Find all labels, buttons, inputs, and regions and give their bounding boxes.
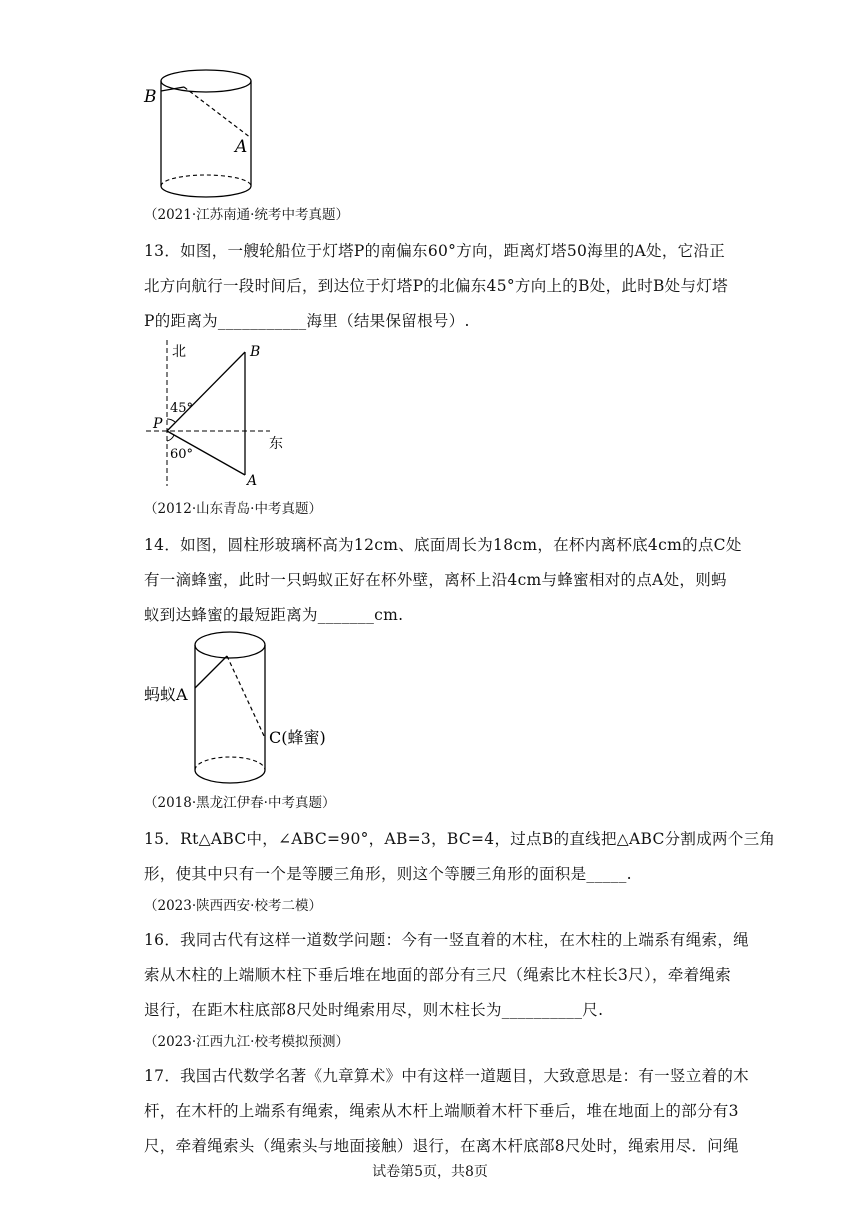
point-a-label: A xyxy=(235,137,248,157)
point-b-label: B xyxy=(144,87,157,107)
q14-source: （2018·黑龙江伊春·中考真题） xyxy=(144,795,336,811)
bearing-figure xyxy=(140,338,300,488)
ant-a-label: 蚂蚁A xyxy=(144,685,188,704)
q16-line-3: 退行，在距木柱底部8尺处时绳索用尽，则木柱长为__________尺. xyxy=(144,1001,604,1019)
angle-60-label: 60° xyxy=(170,447,194,462)
q13-line-2: 北方向航行一段时间后，到达位于灯塔P的北偏东45°方向上的B处，此时B处与灯塔 xyxy=(144,277,728,295)
angle-45-label: 45° xyxy=(170,401,194,416)
q12-source: （2021·江苏南通·统考中考真题） xyxy=(144,207,349,223)
q13-line-1: 13．如图，一艘轮船位于灯塔P的南偏东60°方向，距离灯塔50海里的A处，它沿正 xyxy=(144,242,726,260)
cylinder-figure-1 xyxy=(138,62,268,202)
q13-line-3: P的距离为___________海里（结果保留根号）. xyxy=(144,312,470,330)
point-p-label: P xyxy=(153,416,163,432)
q15-line-2: 形，使其中只有一个是等腰三角形，则这个等腰三角形的面积是_____. xyxy=(144,865,632,883)
q15-line-1: 15．Rt△ABC中，∠ABC=90°，AB=3，BC=4，过点B的直线把△ABC分割成两个三角 xyxy=(144,830,776,848)
point-a-label: A xyxy=(247,473,258,488)
q16-source: （2023·江西九江·校考模拟预测） xyxy=(144,1034,349,1050)
q17-line-2: 杆，在木杆的上端系有绳索，绳索从木杆上端顺着木杆下垂后，堆在地面上的部分有3 xyxy=(144,1102,739,1120)
q16-line-1: 16．我同古代有这样一道数学问题：今有一竖直着的木柱，在木柱的上端系有绳索，绳 xyxy=(144,931,749,949)
q14-line-2: 有一滴蜂蜜，此时一只蚂蚁正好在杯外壁，离杯上沿4cm与蜂蜜相对的点A处，则蚂 xyxy=(144,571,727,589)
page-footer: 试卷第5页，共8页 xyxy=(372,1164,488,1180)
q14-line-1: 14．如图，圆柱形玻璃杯高为12cm、底面周长为18cm，在杯内离杯底4cm的点C处 xyxy=(144,536,742,554)
honey-c-label: C(蜂蜜) xyxy=(269,728,326,747)
q16-line-2: 索从木柱的上端顺木柱下垂后堆在地面的部分有三尺（绳索比木柱长3尺），牵着绳索 xyxy=(144,966,732,984)
q15-source: （2023·陕西西安·校考二模） xyxy=(144,898,322,914)
q17-line-1: 17．我国古代数学名著《九章算术》中有这样一道题目，大致意思是：有一竖立着的木 xyxy=(144,1067,749,1085)
q13-source: （2012·山东青岛·中考真题） xyxy=(144,501,322,517)
q14-line-3: 蚁到达蜂蜜的最短距离为_______cm. xyxy=(144,606,404,624)
north-label: 北 xyxy=(172,344,186,360)
point-b-label: B xyxy=(250,344,261,360)
cylinder-figure-2 xyxy=(140,628,340,788)
q17-line-3: 尺，牵着绳索头（绳索头与地面接触）退行，在离木杆底部8尺处时，绳索用尽．问绳 xyxy=(144,1137,739,1155)
east-label: 东 xyxy=(269,436,283,452)
